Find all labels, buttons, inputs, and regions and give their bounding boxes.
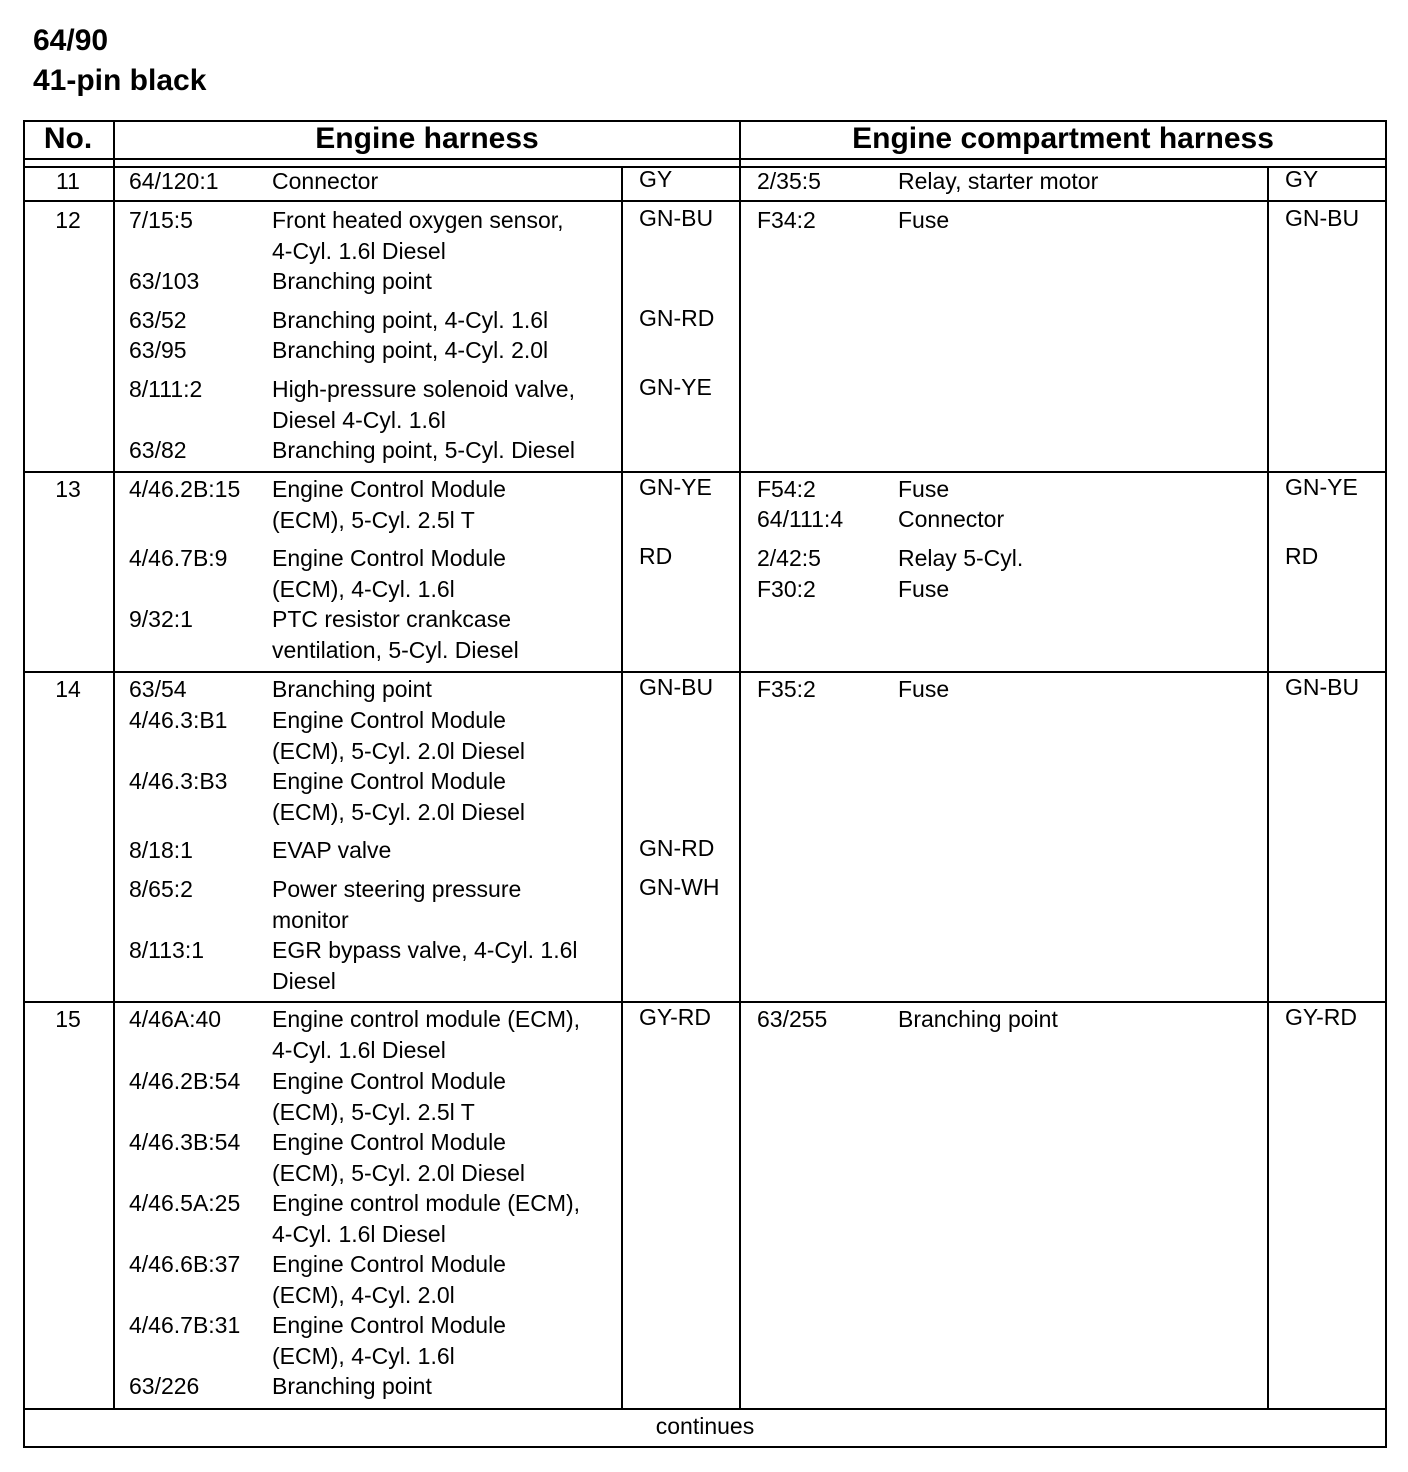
engine-component-description: Branching point, 4-Cyl. 2.0l	[272, 337, 549, 363]
engine-component-code: 4/46.2B:54	[129, 1068, 241, 1094]
engine-wire-color: GN-WH	[639, 874, 720, 900]
engine-component-description: 4-Cyl. 1.6l Diesel	[272, 1036, 446, 1063]
compartment-component-description: Relay, starter motor	[898, 168, 1099, 194]
header-no: No.	[43, 122, 93, 155]
engine-component-code: 63/54	[129, 676, 187, 702]
page-title: 64/90	[33, 24, 109, 57]
engine-component-code: 63/103	[129, 268, 200, 294]
engine-component-description: Engine Control Module	[272, 1129, 506, 1155]
engine-wire-color: RD	[639, 543, 673, 569]
engine-component-description: Branching point	[272, 268, 432, 294]
row-divider	[23, 200, 1387, 202]
engine-component-code: 4/46.7B:31	[129, 1312, 241, 1338]
compartment-wire-color: RD	[1285, 543, 1319, 569]
engine-component-code: 8/113:1	[129, 937, 205, 963]
compartment-component-description: Relay 5-Cyl.	[898, 545, 1024, 571]
header-divider-top	[23, 158, 1387, 160]
engine-component-description: Power steering pressure	[272, 876, 522, 902]
compartment-component-description: Fuse	[898, 576, 950, 602]
pin-number: 11	[56, 168, 80, 194]
engine-component-description: (ECM), 5-Cyl. 2.0l Diesel	[272, 1159, 526, 1186]
engine-component-description: (ECM), 4-Cyl. 1.6l	[272, 575, 455, 602]
engine-wire-color: GN-YE	[639, 474, 712, 500]
engine-wire-color: GY-RD	[639, 1004, 711, 1030]
engine-wire-color: GN-RD	[639, 305, 715, 331]
compartment-wire-color: GN-BU	[1285, 205, 1360, 231]
engine-component-description: EGR bypass valve, 4-Cyl. 1.6l	[272, 937, 578, 963]
engine-component-code: 63/52	[129, 307, 187, 333]
engine-component-description: (ECM), 5-Cyl. 2.0l Diesel	[272, 798, 526, 825]
engine-component-code: 4/46.3B:54	[129, 1129, 241, 1155]
compartment-component-code: F54:2	[757, 476, 816, 502]
engine-component-code: 4/46.6B:37	[129, 1251, 241, 1277]
engine-component-description: Engine Control Module	[272, 1068, 506, 1094]
engine-component-code: 4/46A:40	[129, 1006, 222, 1032]
engine-component-code: 4/46.3:B1	[129, 707, 228, 733]
compartment-component-code: F34:2	[757, 207, 816, 233]
engine-component-description: Engine Control Module	[272, 707, 506, 733]
engine-component-code: 4/46.3:B3	[129, 768, 228, 794]
engine-component-description: Branching point	[272, 676, 432, 702]
engine-component-description: Branching point, 5-Cyl. Diesel	[272, 437, 575, 463]
engine-component-code: 4/46.7B:9	[129, 545, 228, 571]
pin-number: 13	[55, 476, 81, 502]
engine-component-description: High-pressure solenoid valve,	[272, 376, 575, 402]
compartment-component-description: Fuse	[898, 207, 950, 233]
engine-component-code: 4/46.2B:15	[129, 476, 241, 502]
engine-component-description: ventilation, 5-Cyl. Diesel	[272, 636, 519, 663]
compartment-component-description: Branching point	[898, 1006, 1058, 1032]
engine-wire-color: GN-BU	[639, 674, 714, 700]
engine-component-code: 8/111:2	[129, 376, 203, 402]
compartment-wire-color: GN-YE	[1285, 474, 1358, 500]
engine-component-code: 7/15:5	[129, 207, 193, 233]
compartment-wire-color: GY-RD	[1285, 1004, 1357, 1030]
engine-component-description: Branching point, 4-Cyl. 1.6l	[272, 307, 549, 333]
compartment-component-code: F35:2	[757, 676, 816, 702]
engine-component-description: Engine Control Module	[272, 1251, 506, 1277]
compartment-component-code: 64/111:4	[757, 506, 844, 532]
engine-component-code: 9/32:1	[129, 606, 193, 632]
header-engine-compartment-harness: Engine compartment harness	[852, 122, 1274, 155]
compartment-component-description: Fuse	[898, 476, 950, 502]
engine-component-description: PTC resistor crankcase	[272, 606, 512, 632]
column-divider	[621, 166, 623, 1410]
engine-component-description: EVAP valve	[272, 837, 392, 863]
engine-component-description: 4-Cyl. 1.6l Diesel	[272, 237, 446, 264]
compartment-component-code: 63/255	[757, 1006, 828, 1032]
engine-wire-color: GN-RD	[639, 835, 715, 861]
compartment-component-description: Fuse	[898, 676, 950, 702]
engine-component-description: Engine control module (ECM),	[272, 1006, 581, 1032]
engine-component-code: 8/65:2	[129, 876, 193, 902]
engine-component-description: Engine Control Module	[272, 545, 506, 571]
page-subtitle: 41-pin black	[33, 64, 207, 97]
column-divider	[739, 120, 741, 1410]
compartment-component-description: Connector	[898, 506, 1005, 532]
pin-number: 12	[55, 207, 81, 233]
pin-number: 15	[55, 1006, 81, 1032]
engine-component-description: Engine Control Module	[272, 768, 506, 794]
engine-component-description: (ECM), 4-Cyl. 2.0l	[272, 1281, 455, 1308]
header-divider-bottom	[23, 166, 1387, 168]
engine-component-description: Engine Control Module	[272, 476, 506, 502]
engine-component-code: 4/46.5A:25	[129, 1190, 241, 1216]
engine-component-code: 63/95	[129, 337, 187, 363]
engine-component-description: Diesel 4-Cyl. 1.6l	[272, 406, 446, 433]
engine-component-description: Branching point	[272, 1373, 432, 1399]
column-divider	[1267, 166, 1269, 1410]
engine-component-description: Front heated oxygen sensor,	[272, 207, 564, 233]
row-divider	[23, 1408, 1387, 1410]
compartment-wire-color: GY	[1285, 166, 1319, 192]
engine-component-description: (ECM), 5-Cyl. 2.5l T	[272, 1098, 475, 1125]
engine-component-description: 4-Cyl. 1.6l Diesel	[272, 1220, 446, 1247]
engine-component-description: Engine Control Module	[272, 1312, 506, 1338]
engine-component-description: (ECM), 5-Cyl. 2.0l Diesel	[272, 737, 526, 764]
engine-component-description: monitor	[272, 906, 349, 933]
engine-component-description: Connector	[272, 168, 379, 194]
header-engine-harness: Engine harness	[315, 122, 539, 155]
engine-component-code: 8/18:1	[129, 837, 193, 863]
engine-component-code: 63/82	[129, 437, 187, 463]
engine-component-description: Diesel	[272, 967, 336, 994]
engine-component-code: 64/120:1	[129, 168, 219, 194]
compartment-component-code: 2/35:5	[757, 168, 821, 194]
engine-component-code: 63/226	[129, 1373, 200, 1399]
engine-component-description: (ECM), 5-Cyl. 2.5l T	[272, 506, 475, 533]
continues-note: continues	[655, 1413, 755, 1439]
engine-wire-color: GN-BU	[639, 205, 714, 231]
engine-component-description: (ECM), 4-Cyl. 1.6l	[272, 1342, 455, 1369]
pin-number: 14	[55, 676, 81, 702]
compartment-wire-color: GN-BU	[1285, 674, 1360, 700]
compartment-component-code: F30:2	[757, 576, 816, 602]
compartment-component-code: 2/42:5	[757, 545, 821, 571]
column-divider	[113, 120, 115, 1410]
engine-wire-color: GN-YE	[639, 374, 712, 400]
engine-wire-color: GY	[639, 166, 673, 192]
engine-component-description: Engine control module (ECM),	[272, 1190, 581, 1216]
